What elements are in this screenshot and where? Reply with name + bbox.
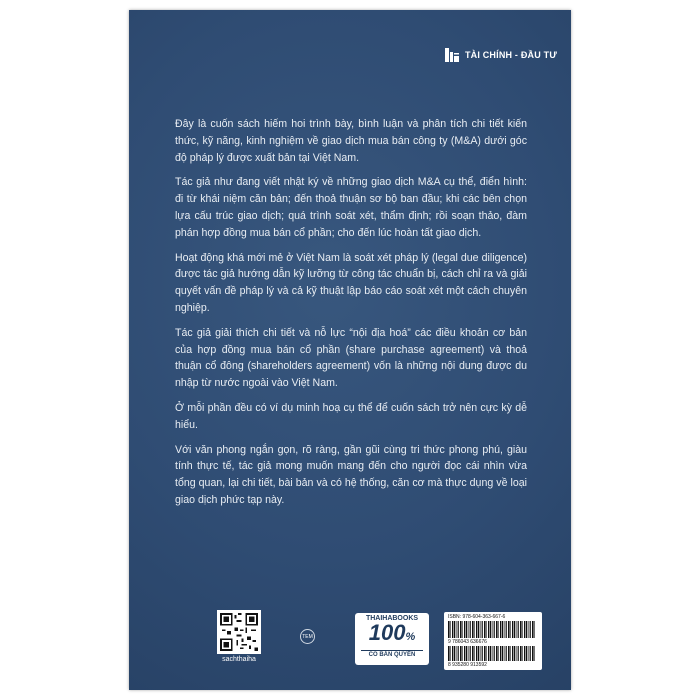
badge-label: CÓ BẢN QUYỀN bbox=[361, 650, 423, 658]
blurb-paragraph: Tác giả như đang viết nhật ký về những giao dịch M&A cụ thể, điển hình: đi từ khái niệm căn bản; đến thoả thuận sơ bộ ban đầu; khi các bên chọn lựa cấu trúc giao dịch; quá trình soát xét, thẩm định; rồi soạn thảo, đàm phán hợp đồng mua bán cổ phần; cho đến lúc hoàn tất giao dịch. bbox=[175, 176, 527, 239]
series-label: TÀI CHÍNH - ĐẦU TƯ bbox=[464, 50, 557, 60]
book-back-cover bbox=[129, 10, 571, 690]
blurb bbox=[175, 116, 527, 517]
qr-caption: sachthaiha bbox=[222, 656, 256, 663]
blurb-paragraph: Đây là cuốn sách hiếm hoi trình bày, bình luận và phân tích chi tiết kiến thức, kỹ năng, kinh nghiệm về giao dịch mua bán công ty (M&A) dưới góc độ pháp lý được xuất bản tại Việt Nam. bbox=[175, 118, 527, 164]
isbn-text: ISBN: 978-604-363-667-6 bbox=[448, 614, 506, 620]
barcode-panel bbox=[444, 612, 542, 670]
qr-code-block bbox=[217, 610, 261, 663]
qr-code-icon bbox=[217, 610, 261, 654]
stamp-circle: TEM bbox=[300, 629, 315, 644]
badge-percent: % bbox=[405, 631, 416, 643]
blurb-paragraph: Tác giả giải thích chi tiết và nỗ lực “nội địa hoá” các điều khoản cơ bản của hợp đồng mua bán cổ phần (share purchase agreement) và thoả thuận cổ đông (shareholders agreement) vốn là những nội dung được du nhập từ nước ngoài vào Việt Nam. bbox=[175, 326, 527, 390]
badge-number: 100 bbox=[368, 620, 406, 645]
badge-brand: THAIHABOOKS bbox=[365, 615, 419, 622]
blurb-paragraph: Ở mỗi phần đều có ví dụ minh hoạ cụ thể để cuốn sách trở nên cực kỳ dễ hiểu. bbox=[175, 401, 527, 431]
badge-number-line bbox=[355, 622, 429, 648]
isbn-digits: 9 786043 636676 bbox=[448, 639, 487, 645]
copyright-badge bbox=[355, 613, 429, 665]
blurb-paragraph: Hoạt động khá mới mẻ ở Việt Nam là soát xét pháp lý (legal due diligence) được tác giả hướng dẫn kỹ lưỡng từ công tác chuẩn bị, cách chỉ ra và giải quyết vấn đề pháp lý và cả kỹ thuật lập báo cáo soát xét một cách chuyên nghiệp. bbox=[175, 251, 527, 314]
ean-digits: 8 935280 913592 bbox=[448, 662, 487, 668]
isbn-barcode-icon bbox=[448, 621, 538, 638]
blurb-paragraph: Với văn phong ngắn gọn, rõ ràng, gần gũi cùng tri thức phong phú, giàu tính thực tế, tác giả mong muốn mang đến cho người đọc cái nhìn vừa tổng quan, lại chi tiết, bài bản và có hệ thống, căn cơ mà thực dụng về loại giao dịch phức tạp này. bbox=[175, 443, 527, 506]
ean-barcode-icon bbox=[448, 646, 538, 661]
publisher-logo-icon bbox=[443, 46, 461, 64]
publisher-brand bbox=[443, 46, 557, 64]
